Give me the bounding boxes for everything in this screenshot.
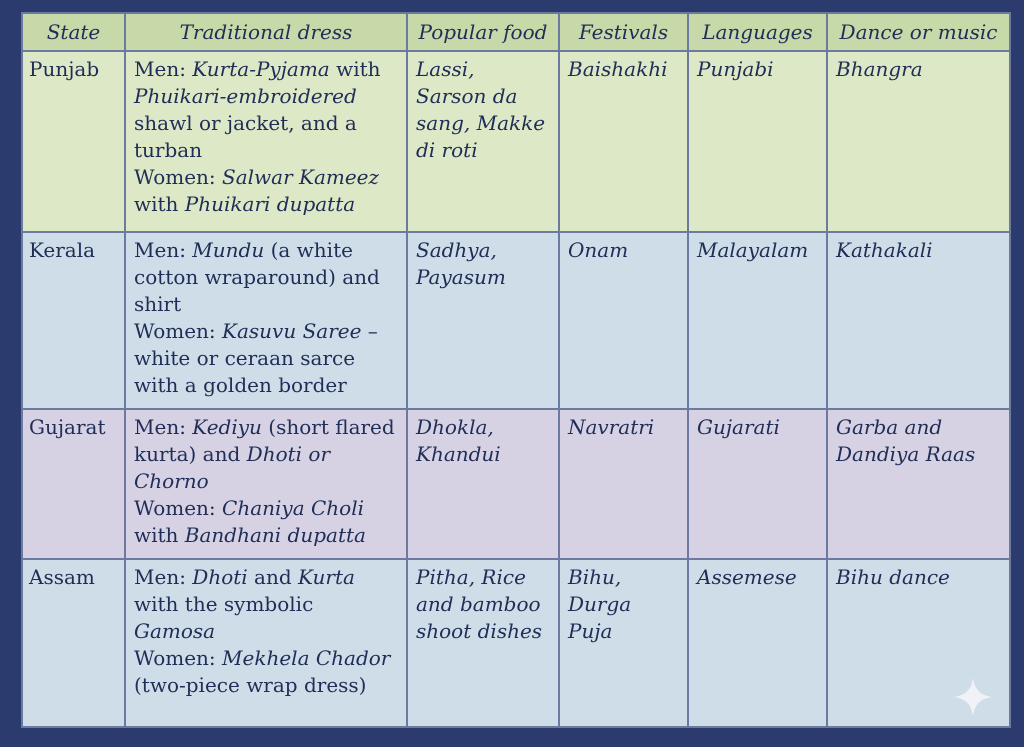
dress-women (134, 318, 398, 399)
cell-traditional-dress (125, 232, 407, 409)
dress-women (134, 645, 398, 699)
women-text: with (134, 192, 185, 216)
men-garment: Gamosa (134, 619, 216, 643)
cell-dance-or-music: Bihu dance (827, 559, 1010, 727)
men-text: with the symbolic (134, 592, 314, 616)
header-languages: Languages (688, 13, 827, 51)
women-text: with (134, 523, 185, 547)
men-text: and (247, 565, 299, 589)
sparkle-icon (952, 676, 994, 718)
cell-traditional-dress (125, 409, 407, 559)
cell-state: Punjab (22, 51, 125, 232)
header-traditional-dress: Traditional dress (125, 13, 407, 51)
cell-dance-or-music: Garba and Dandiya Raas (827, 409, 1010, 559)
dress-men (134, 237, 398, 318)
women-garment: Salwar Kameez (222, 165, 380, 189)
women-text: – white or ceraan sarce with a golden border (134, 319, 378, 397)
cell-festivals: Navratri (559, 409, 688, 559)
cell-languages: Punjabi (688, 51, 827, 232)
cell-traditional-dress (125, 51, 407, 232)
women-garment: Phuikari dupatta (184, 192, 356, 216)
women-garment: Kasuvu Saree (222, 319, 362, 343)
men-text: shawl or jacket, and a turban (134, 111, 357, 162)
table-row (22, 51, 1010, 232)
culture-table-frame (21, 12, 1009, 728)
women-garment: Chaniya Choli (222, 496, 365, 520)
cell-languages: Malayalam (688, 232, 827, 409)
cell-state: Kerala (22, 232, 125, 409)
men-garment: Kurta (298, 565, 355, 589)
table-row (22, 409, 1010, 559)
men-garment: Mundu (192, 238, 265, 262)
cell-popular-food: Lassi, Sarson da sang, Makke di roti (407, 51, 559, 232)
cell-languages: Assemese (688, 559, 827, 727)
men-garment: Kediyu (192, 415, 262, 439)
cell-traditional-dress (125, 559, 407, 727)
header-popular-food: Popular food (407, 13, 559, 51)
cell-dance-or-music: Bhangra (827, 51, 1010, 232)
women-garment: Bandhani dupatta (184, 523, 366, 547)
men-label: Men: (134, 565, 193, 589)
cell-state: Assam (22, 559, 125, 727)
cell-state: Gujarat (22, 409, 125, 559)
dress-men (134, 414, 398, 495)
men-text: (short flared kurta) and (134, 415, 395, 466)
cell-popular-food: Pitha, Rice and bamboo shoot dishes (407, 559, 559, 727)
header-dance-or-music: Dance or music (827, 13, 1010, 51)
cell-languages: Gujarati (688, 409, 827, 559)
cell-festivals: Baishakhi (559, 51, 688, 232)
culture-table (21, 12, 1011, 728)
cell-dance-or-music: Kathakali (827, 232, 1010, 409)
men-label: Men: (134, 238, 193, 262)
women-label: Women: (134, 646, 223, 670)
cell-festivals: Bihu, Durga Puja (559, 559, 688, 727)
men-garment: Phuikari-embroidered (134, 84, 357, 108)
women-label: Women: (134, 496, 223, 520)
dress-women (134, 164, 398, 218)
cell-popular-food: Sadhya, Payasum (407, 232, 559, 409)
table-row (22, 559, 1010, 727)
women-garment: Mekhela Chador (222, 646, 391, 670)
header-festivals: Festivals (559, 13, 688, 51)
dress-men (134, 56, 398, 164)
header-row (22, 13, 1010, 51)
men-text: with (329, 57, 381, 81)
men-garment: Kurta-Pyjama (192, 57, 330, 81)
header-state: State (22, 13, 125, 51)
men-garment: Dhoti (192, 565, 248, 589)
cell-popular-food: Dhokla, Khandui (407, 409, 559, 559)
men-garment: Dhoti or Chorno (134, 442, 331, 493)
cell-festivals: Onam (559, 232, 688, 409)
women-label: Women: (134, 319, 223, 343)
women-label: Women: (134, 165, 223, 189)
dress-men (134, 564, 398, 645)
men-text: (a white cotton wraparound) and shirt (134, 238, 380, 316)
table-row (22, 232, 1010, 409)
men-label: Men: (134, 415, 193, 439)
dress-women (134, 495, 398, 549)
men-label: Men: (134, 57, 193, 81)
women-text: (two-piece wrap dress) (134, 673, 367, 697)
